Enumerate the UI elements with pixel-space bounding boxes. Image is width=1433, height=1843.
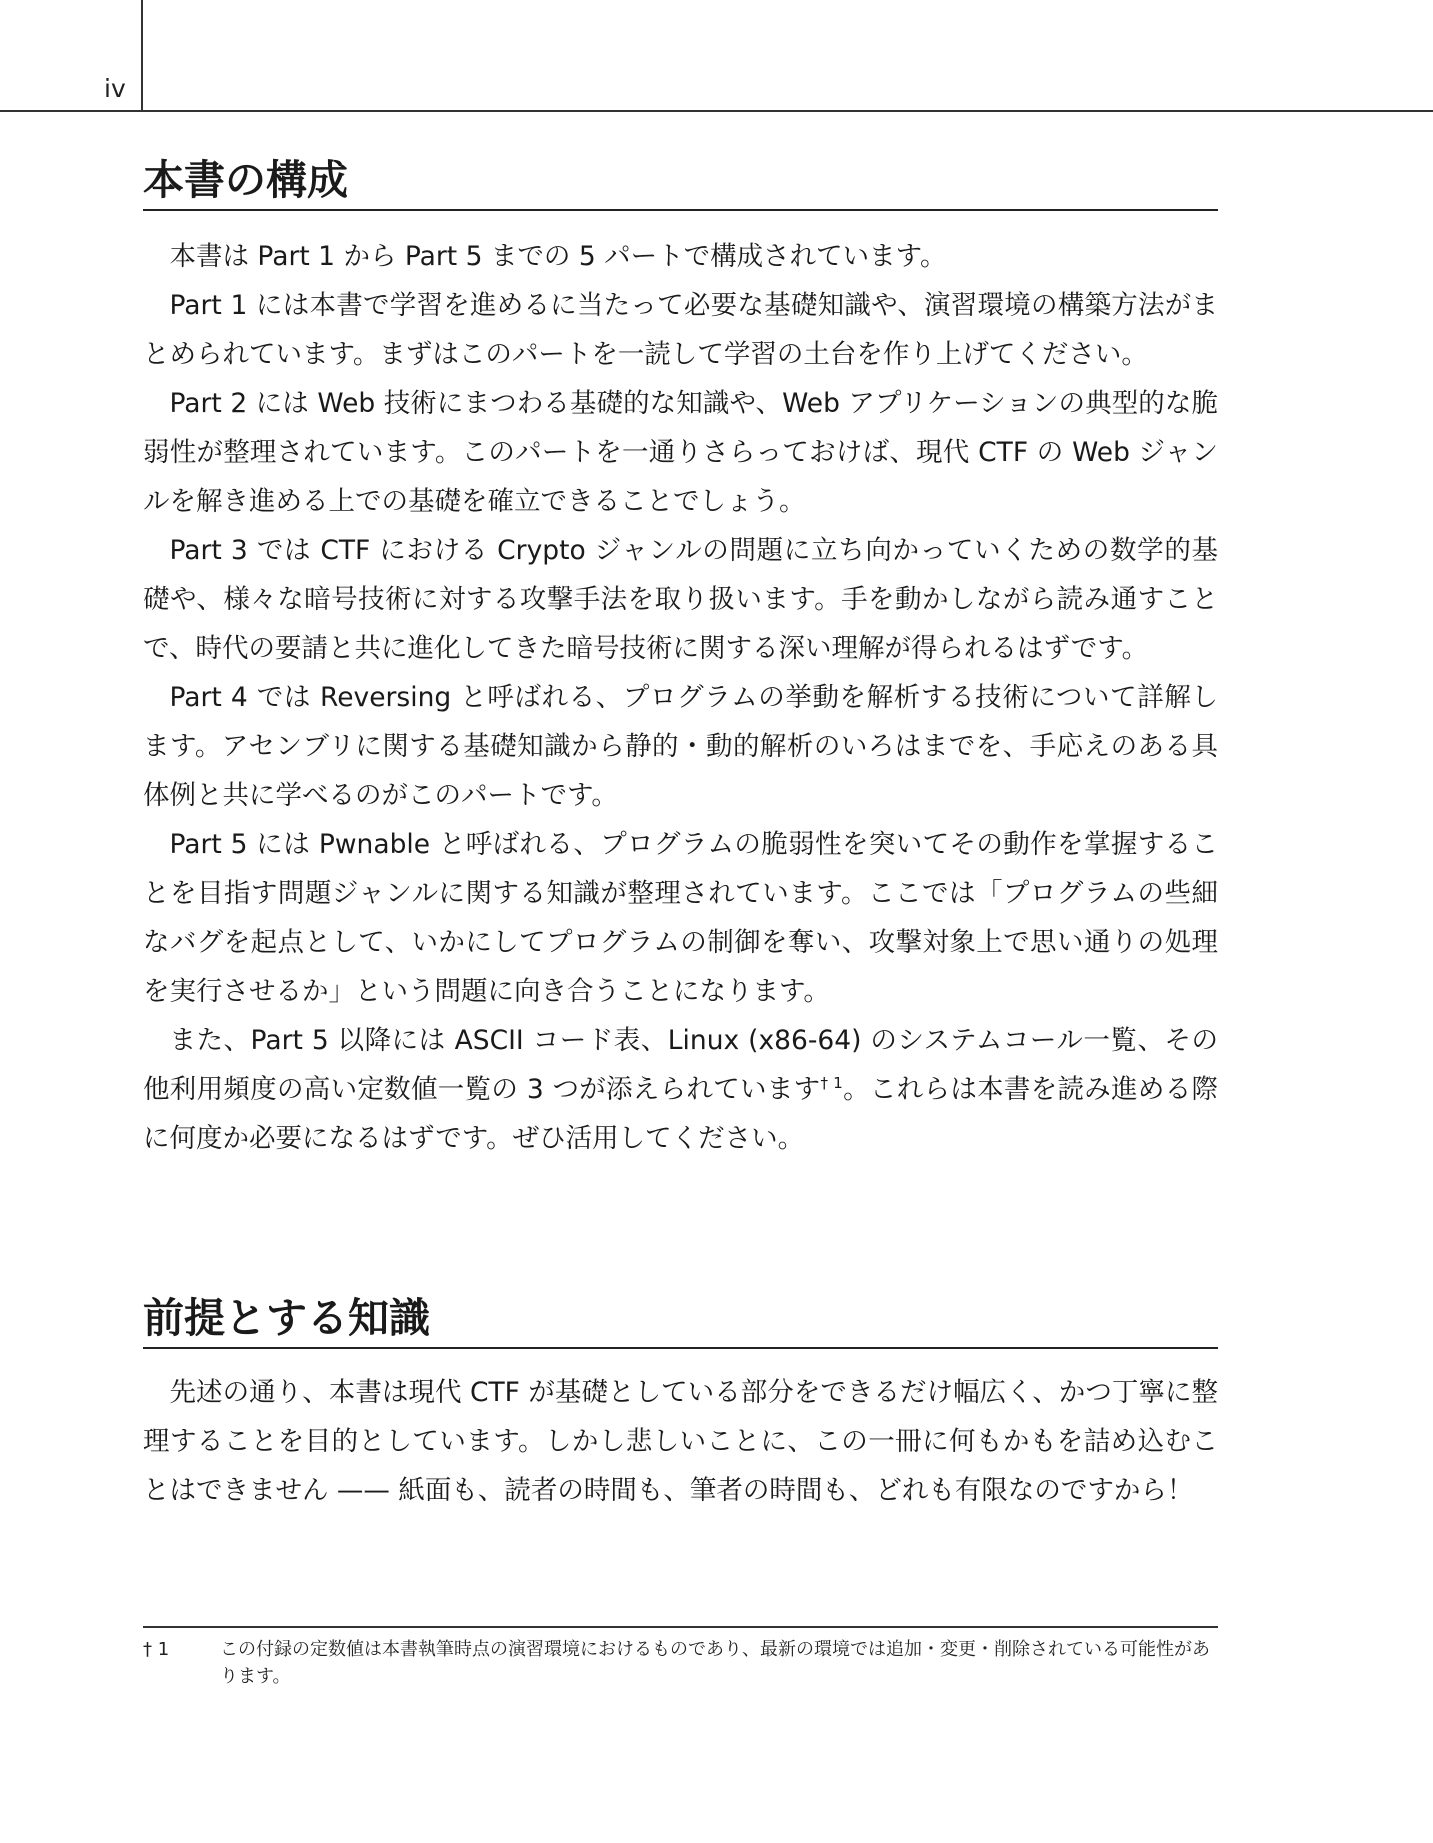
- footnote: [143, 1636, 1218, 1690]
- paragraph: Part 4 では Reversing と呼ばれる、プログラムの挙動を解析する技術について詳解します。アセンブリに関する基礎知識から静的・動的解析のいろはまでを、手応えのある具体例と共に学べるのがこのパートです。: [143, 682, 1218, 811]
- paragraph-with-footnote: [143, 1016, 1218, 1163]
- paragraph: Part 5 には Pwnable と呼ばれる、プログラムの脆弱性を突いてその動作を掌握することを目指す問題ジャンルに関する知識が整理されています。ここでは「プログラムの些細なバグを起点として、いかにしてプログラムの制御を奪い、攻撃対象上で思い通りの処理を実行させるか」という問題に向き合うことになります。: [143, 829, 1218, 1007]
- paragraph: Part 1 には本書で学習を進めるに当たって必要な基礎知識や、演習環境の構築方法がまとめられています。まずはこのパートを一読して学習の土台を作り上げてください。: [143, 290, 1218, 370]
- section-heading-prerequisites: 前提とする知識: [143, 1293, 1218, 1349]
- paragraph: 本書は Part 1 から Part 5 までの 5 パートで構成されています。: [169, 241, 947, 272]
- paragraph: Part 2 には Web 技術にまつわる基礎的な知識や、Web アプリケーションの典型的な脆弱性が整理されています。このパートを一通りさらっておけば、現代 CTF の Web ジャンルを解き進める上での基礎を確立できることでしょう。: [143, 388, 1218, 517]
- header-rule: [0, 110, 1433, 112]
- footnote-text: この付録の定数値は本書執筆時点の演習環境におけるものであり、最新の環境では追加・変更・削除されている可能性があります。: [220, 1639, 1210, 1687]
- section-body-structure: [143, 232, 1218, 1163]
- footnote-mark: † 1: [143, 1639, 170, 1660]
- paragraph: 先述の通り、本書は現代 CTF が基礎としている部分をできるだけ幅広く、かつ丁寧に整理することを目的としています。しかし悲しいことに、この一冊に何もかもを詰め込むことはできません —— 紙面も、読者の時間も、筆者の時間も、どれも有限なのですから！: [143, 1377, 1218, 1506]
- footnote-rule: [143, 1626, 1218, 1628]
- footnote-reference[interactable]: † 1: [820, 1074, 843, 1093]
- paragraph: Part 3 では CTF における Crypto ジャンルの問題に立ち向かっていくための数学的基礎や、様々な暗号技術に対する攻撃手法を取り扱います。手を動かしながら読み通すことで、時代の要請と共に進化してきた暗号技術に関する深い理解が得られるはずです。: [143, 535, 1218, 664]
- paragraph-text: また、Part 5 以降には ASCII コード表、Linux (x86-64) のシステムコール一覧、その他利用頻度の高い定数値一覧の 3 つが添えられています: [143, 1025, 1218, 1105]
- section-body-prerequisites: [143, 1368, 1218, 1515]
- header-vertical-rule: [141, 0, 143, 112]
- section-heading-structure: 本書の構成: [143, 155, 1218, 211]
- paragraph-text: 。これらは本書を読み進める際に何度か必要になるはずです。ぜひ活用してください。: [143, 1074, 1218, 1154]
- page-number: iv: [104, 74, 126, 103]
